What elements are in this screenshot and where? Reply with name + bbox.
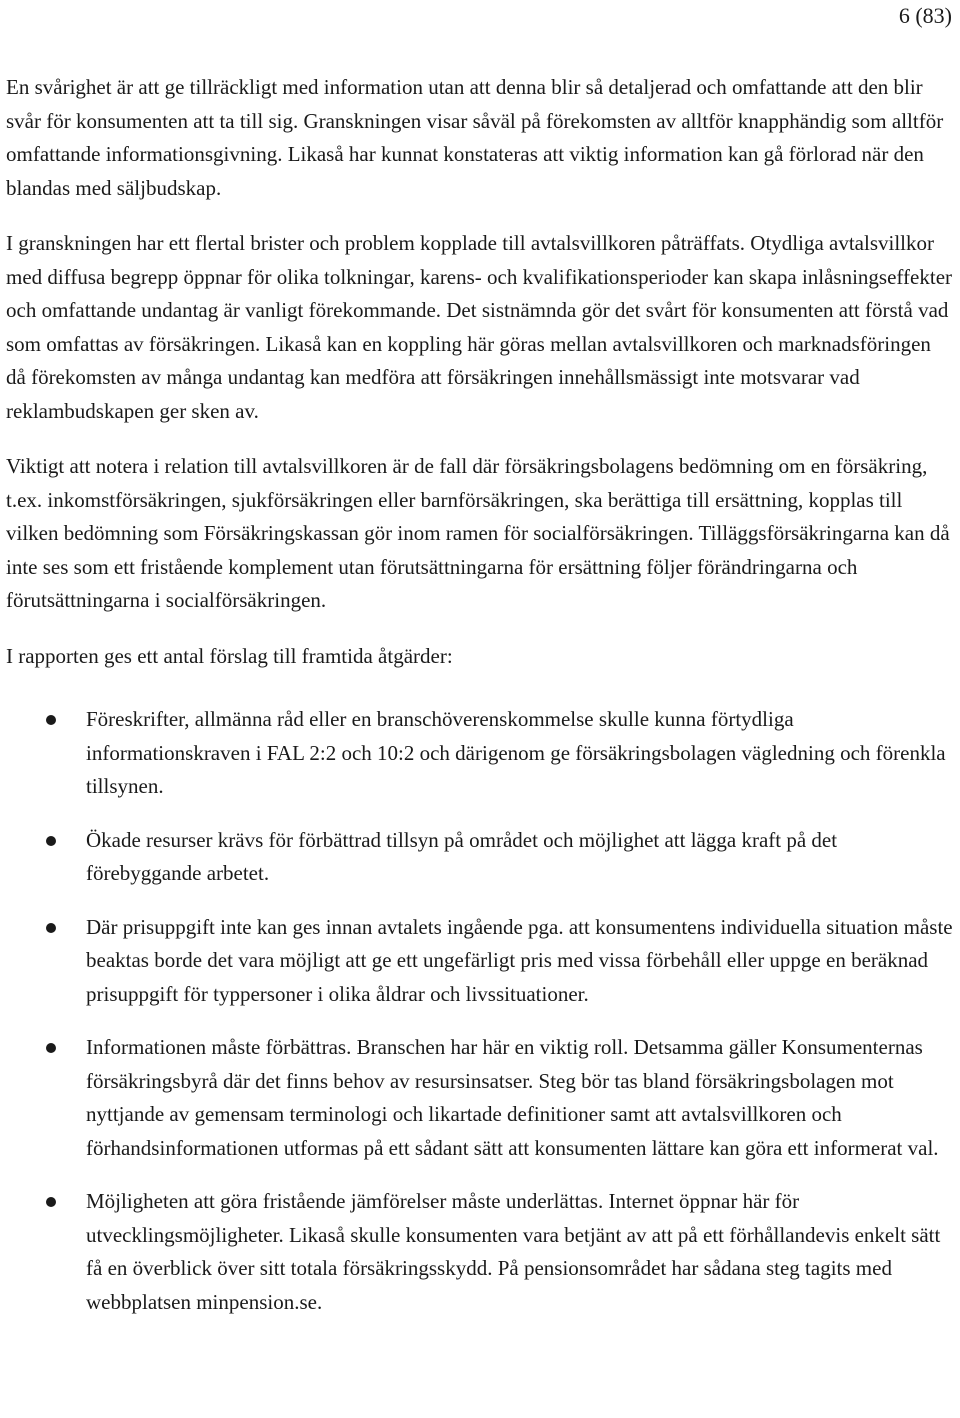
paragraph-social-insurance: Viktigt att notera i relation till avtalsvillkoren är de fall där försäkringsbolagens bedömning om en försäkring, t.ex. inkomstförsäkringen, sjukförsäkringen eller barnförsäkringen, ska berättiga till ersättning, kopplas till vilken bedömning som Försäkringskassan gör inom ramen för socialförsäkringen. Tilläggsförsäkringarna kan då inte ses som ett fristående komplement utan förutsättningarna för ersättning följer förändringarna och förutsättningarna i socialförsäkringen.	[6, 454, 950, 612]
list-item-text: Föreskrifter, allmänna råd eller en branschöverenskommelse skulle kunna förtydliga informationskraven i FAL 2:2 och 10:2 och därigenom ge försäkringsbolagen vägledning och förenkla tillsynen.	[86, 707, 946, 798]
list-item	[6, 911, 954, 1012]
list-item-text: Möjligheten att göra fristående jämförelser måste underlättas. Internet öppnar här för utvecklingsmöjligheter. Likaså skulle konsumenten vara betjänt av att på ett förhållandevis enkelt sätt få en överblick över sitt totala försäkringsskydd. På pensionsområdet har sådana steg tagits med webbplatsen minpension.se.	[86, 1189, 941, 1314]
bullet-icon	[46, 923, 56, 933]
paragraph-contract-terms: I granskningen har ett flertal brister och problem kopplade till avtalsvillkoren påträffats. Otydliga avtalsvillkor med diffusa begrepp öppnar för olika tolkningar, karens- och kvalifikationsperioder kan skapa inlåsningseffekter och omfattande undantag är vanligt förekommande. Det sistnämnda gör det svårt för konsumenten att förstå vad som omfattas av försäkringen. Likaså kan en koppling här göras mellan avtalsvillkoren och marknadsföringen då förekomsten av många undantag kan medföra att försäkringen innehållsmässigt inte motsvarar vad reklambudskapen ger sken av.	[6, 231, 953, 423]
proposals-list	[6, 703, 954, 1319]
list-item	[6, 703, 954, 804]
bullet-icon	[46, 836, 56, 846]
paragraph-information-difficulty: En svårighet är att ge tillräckligt med information utan att denna blir så detaljerad och omfattande att den blir svår för konsumenten att ta till sig. Granskningen visar såväl på förekomsten av alltför knapphändig som alltför omfattande informationsgivning. Likaså har kunnat konstateras att viktig information kan gå förlorad när den blandas med säljbudskap.	[6, 75, 944, 200]
list-item-text: Ökade resurser krävs för förbättrad tillsyn på området och möjlighet att lägga kraft på det förebyggande arbetet.	[86, 827, 838, 885]
bullet-icon	[46, 1197, 56, 1207]
list-item	[6, 824, 954, 891]
page-number: 6 (83)	[898, 3, 952, 28]
paragraph-proposals-intro: I rapporten ges ett antal förslag till framtida åtgärder:	[6, 643, 453, 668]
list-item	[6, 1031, 954, 1165]
bullet-icon	[46, 715, 56, 725]
list-item-text: Informationen måste förbättras. Branschen har här en viktig roll. Detsamma gäller Konsumenternas försäkringsbyrå där det finns behov av resursinsatser. Steg bör tas bland försäkringsbolagen mot nyttjande av gemensam terminologi och likartade definitioner samt att avtalsvillkoren och förhandsinformationen utformas på ett sådant sätt att konsumenten lättare kan göra ett informerat val.	[86, 1035, 939, 1160]
bullet-icon	[46, 1043, 56, 1053]
document-body	[6, 71, 954, 1319]
list-item-text: Där prisuppgift inte kan ges innan avtalets ingående pga. att konsumentens individuella situation måste beaktas borde det vara möjligt att ge ett ungefärligt pris med vissa förbehåll eller uppge en beräknad prisuppgift för typpersoner i olika åldrar och livssituationer.	[86, 914, 953, 1006]
list-item	[6, 1185, 954, 1319]
